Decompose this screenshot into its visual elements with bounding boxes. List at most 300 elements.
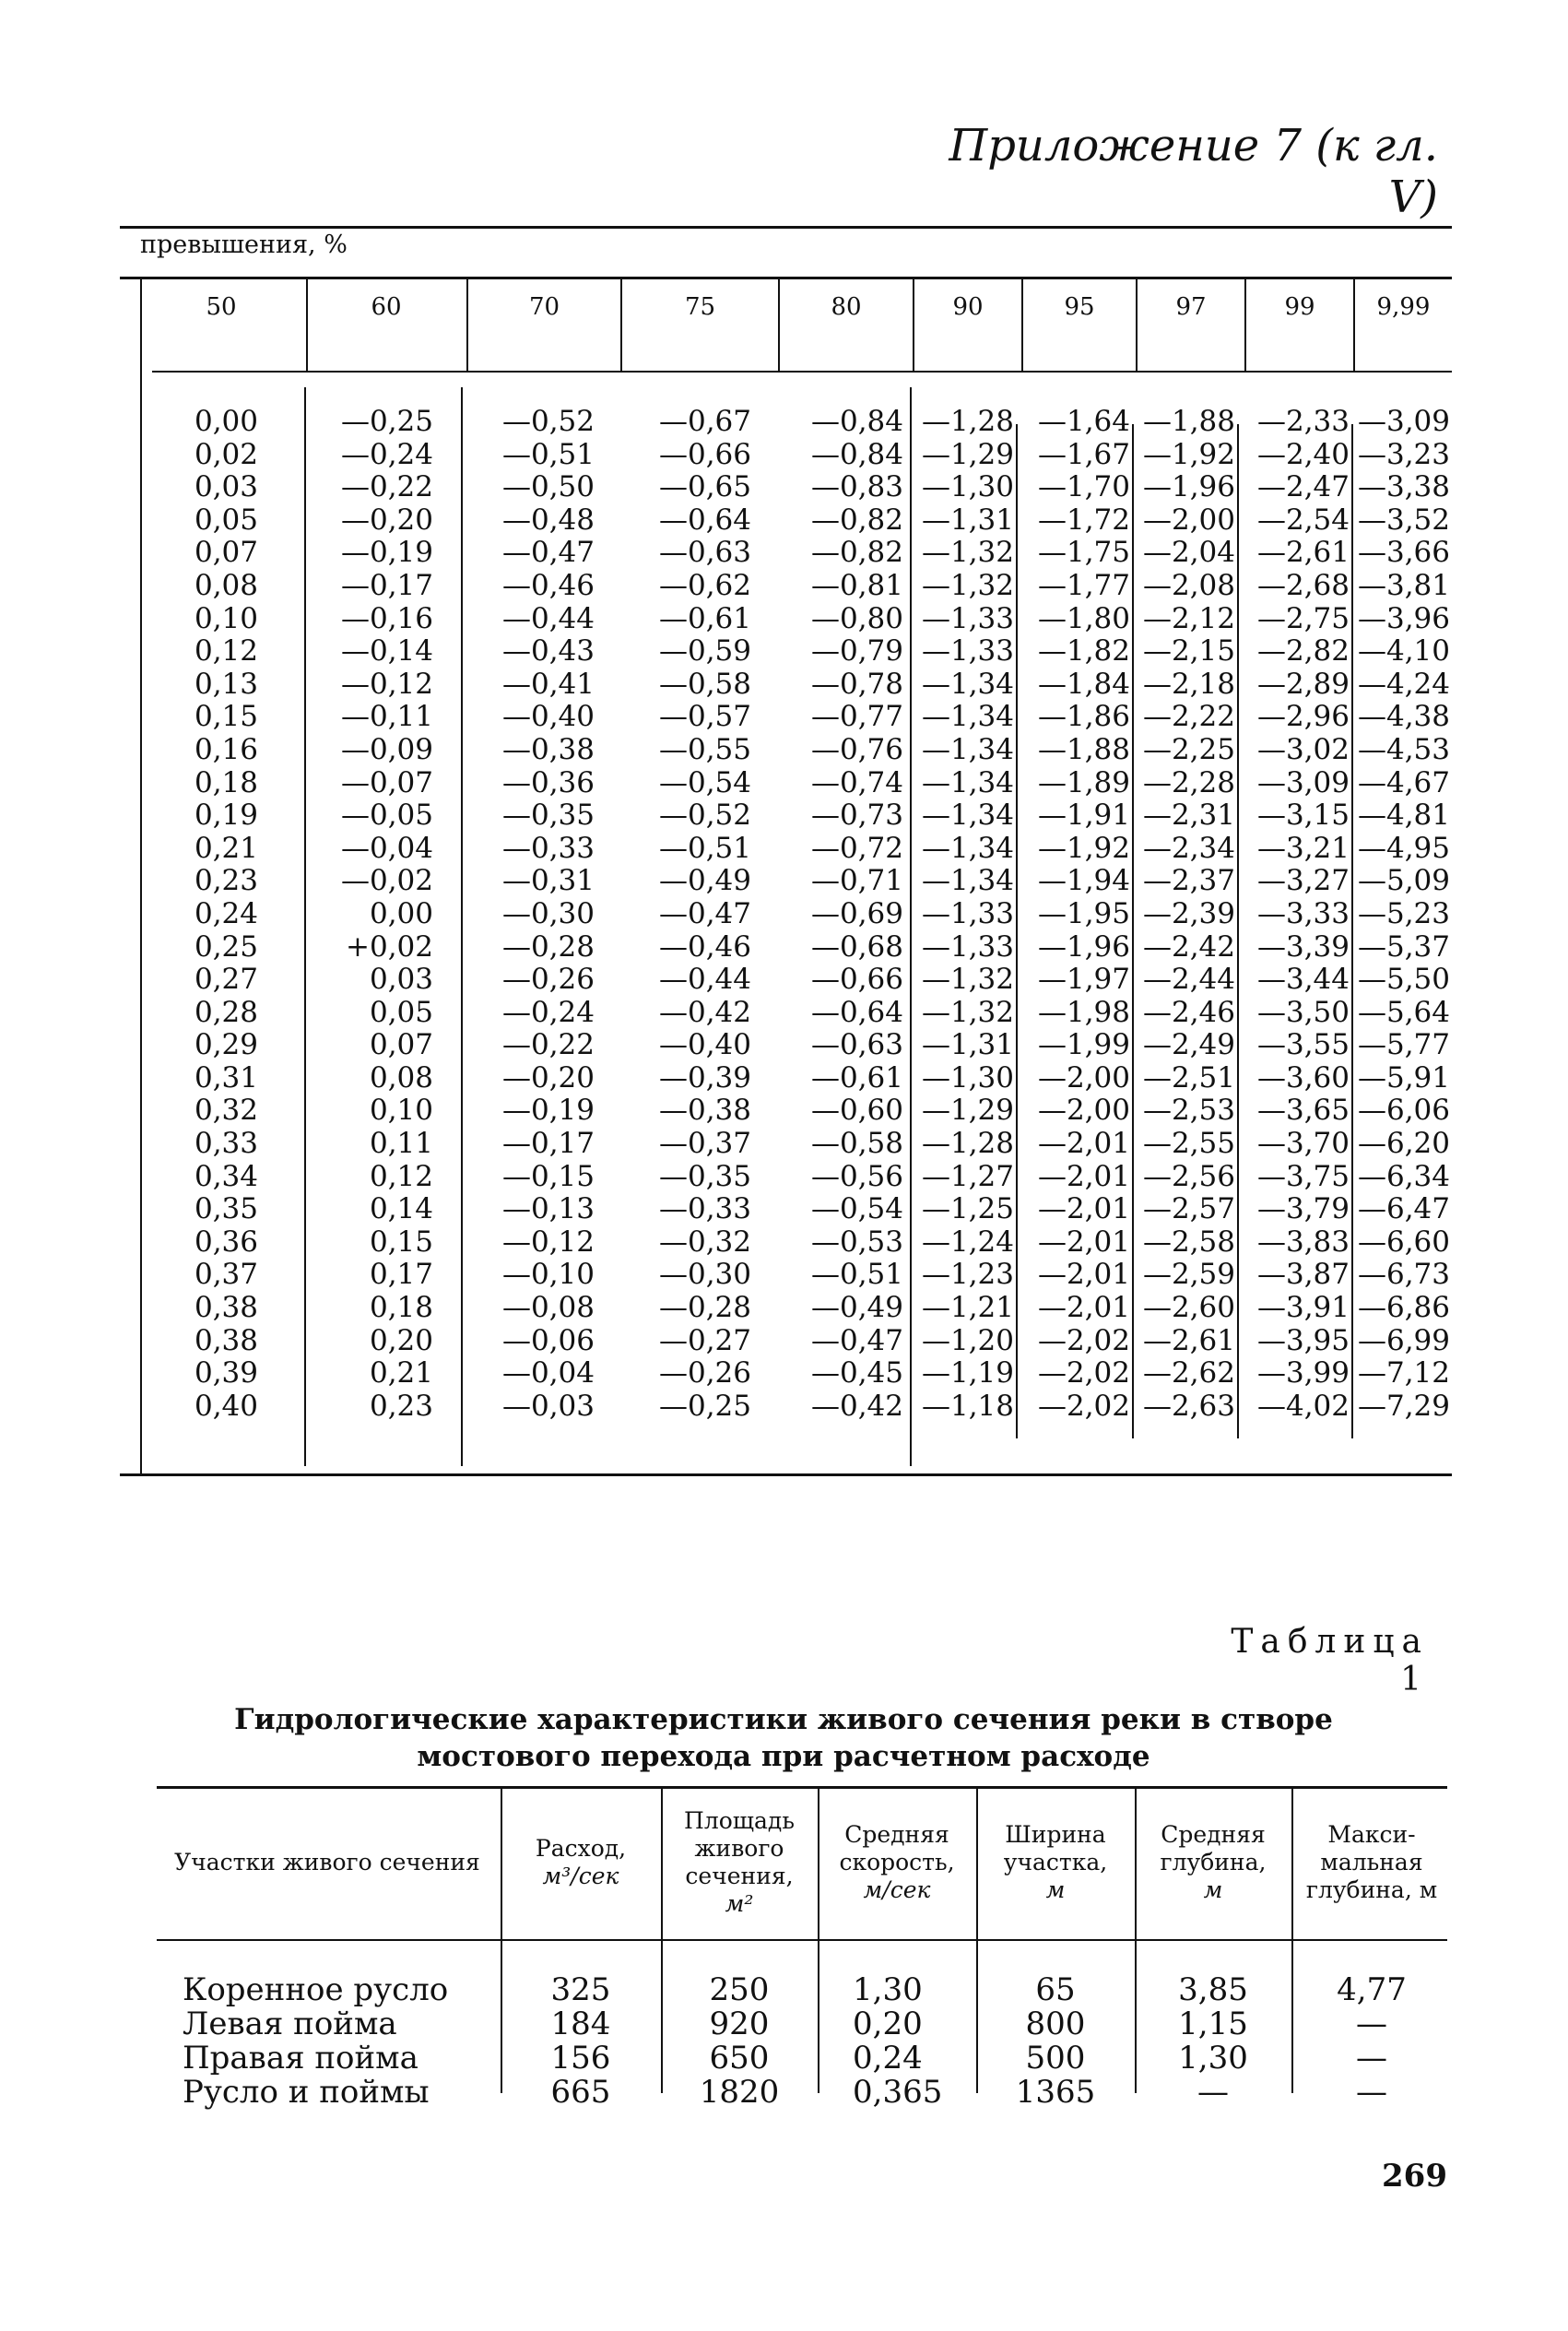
- table1-column-section: [183, 1973, 496, 2110]
- table-cell: —2,02: [1037, 1389, 1130, 1423]
- table-cell: —1,20: [921, 1323, 1014, 1357]
- header-divider: [1021, 278, 1023, 371]
- table1-cell: 650: [709, 2040, 770, 2077]
- table-cell: —2,60: [1142, 1291, 1235, 1325]
- table-cell: —7,12: [1357, 1356, 1450, 1390]
- table-cell: —0,40: [501, 700, 595, 734]
- table-cell: —0,83: [810, 470, 903, 504]
- table1-header-area: [663, 1807, 816, 1918]
- table-cell: 0,05: [369, 995, 433, 1029]
- table-cell: —7,29: [1357, 1389, 1450, 1423]
- table1-cell: 0,24: [853, 2040, 923, 2077]
- table-cell: —0,66: [810, 963, 903, 997]
- table-cell: —2,61: [1142, 1323, 1235, 1357]
- table-cell: —1,70: [1037, 470, 1130, 504]
- table-cell: —4,38: [1357, 700, 1450, 734]
- table-cell: —3,21: [1256, 831, 1350, 865]
- table-cell: 0,27: [194, 963, 258, 997]
- table-cell: —3,09: [1256, 765, 1350, 799]
- table-cell: —0,63: [658, 536, 751, 570]
- table1-header-width: [978, 1821, 1133, 1904]
- table-cell: —0,38: [501, 732, 595, 766]
- column-header: 97: [1175, 293, 1207, 321]
- table-cell: 0,20: [369, 1323, 433, 1357]
- table-cell: —0,55: [658, 732, 751, 766]
- table-cell: —1,18: [921, 1389, 1014, 1423]
- table-cell: —0,76: [810, 732, 903, 766]
- table-cell: —3,55: [1256, 1028, 1350, 1062]
- table1-cell: Коренное русло: [183, 1971, 449, 2008]
- table1-cell: 1820: [699, 2074, 780, 2111]
- table-cell: —1,92: [1037, 831, 1130, 865]
- table-cell: —6,47: [1357, 1192, 1450, 1226]
- table-cell: —3,91: [1256, 1291, 1350, 1325]
- table-cell: —0,53: [810, 1225, 903, 1259]
- table-cell: —0,27: [658, 1323, 751, 1357]
- table-cell: —0,64: [810, 995, 903, 1029]
- table-cell: —3,02: [1256, 732, 1350, 766]
- table-cell: 0,19: [194, 799, 258, 833]
- table-cell: —0,47: [501, 536, 595, 570]
- table-cell: —2,18: [1142, 667, 1235, 701]
- table-cell: —0,58: [810, 1127, 903, 1161]
- table-cell: —0,26: [501, 963, 595, 997]
- table-cell: 0,17: [369, 1258, 433, 1292]
- table-cell: —0,35: [501, 799, 595, 833]
- table-cell: —2,44: [1142, 963, 1235, 997]
- table-cell: 0,05: [194, 503, 258, 537]
- table-cell: —0,19: [340, 536, 433, 570]
- table-cell: —1,64: [1037, 405, 1130, 438]
- header-line: участка,: [1003, 1849, 1108, 1875]
- table-cell: —0,51: [658, 831, 751, 865]
- header-line: м³/сек: [542, 1863, 619, 1889]
- table-cell: —0,71: [810, 864, 903, 898]
- table-cell: 0,38: [194, 1291, 258, 1325]
- table-cell: —0,32: [658, 1225, 751, 1259]
- table-title: [230, 1701, 1337, 1775]
- table1-cell: 156: [550, 2040, 611, 2077]
- table1-cell: 1365: [1015, 2074, 1096, 2111]
- table-cell: —2,62: [1142, 1356, 1235, 1390]
- header-line: живого: [694, 1835, 784, 1862]
- table-cell: —0,52: [501, 405, 595, 438]
- table-cell: —0,49: [810, 1291, 903, 1325]
- table-cell: —1,92: [1142, 437, 1235, 471]
- table1-header-section: Участки живого сечения: [174, 1849, 480, 1875]
- header-line: м: [1203, 1876, 1223, 1903]
- table-cell: —1,82: [1037, 634, 1130, 669]
- table-cell: 0,08: [194, 568, 258, 602]
- header-divider: [1244, 278, 1246, 371]
- table-cell: —2,82: [1256, 634, 1350, 669]
- table-cell: —2,89: [1256, 667, 1350, 701]
- data-column-90: [913, 406, 1014, 1423]
- table-cell: 0,37: [194, 1258, 258, 1292]
- data-column-60: [318, 406, 433, 1423]
- table1-column-flow: [502, 1973, 659, 2110]
- table-cell: 0,08: [369, 1060, 433, 1095]
- table-cell: —1,84: [1037, 667, 1130, 701]
- table-cell: —6,34: [1357, 1159, 1450, 1193]
- table-cell: —1,34: [921, 831, 1014, 865]
- data-column-99: [1239, 406, 1350, 1423]
- header-line: Средняя: [1161, 1821, 1266, 1848]
- table-cell: —0,62: [658, 568, 751, 602]
- table-cell: —1,28: [921, 405, 1014, 438]
- table-cell: —0,39: [658, 1060, 751, 1095]
- table-cell: —3,66: [1357, 536, 1450, 570]
- table1-column-avg-depth: [1137, 1973, 1290, 2110]
- table-cell: —0,74: [810, 765, 903, 799]
- table-cell: —0,30: [658, 1258, 751, 1292]
- table-cell: 0,03: [369, 963, 433, 997]
- table-cell: 0,18: [369, 1291, 433, 1325]
- table-cell: —0,58: [658, 667, 751, 701]
- table-cell: —0,77: [810, 700, 903, 734]
- table-cell: —1,27: [921, 1159, 1014, 1193]
- table-cell: —2,61: [1256, 536, 1350, 570]
- table-cell: —0,04: [501, 1356, 595, 1390]
- table-cell: 0,18: [194, 765, 258, 799]
- column-header: 95: [1064, 293, 1095, 321]
- table-cell: —6,86: [1357, 1291, 1450, 1325]
- table-cell: —1,32: [921, 536, 1014, 570]
- column-header: 50: [206, 293, 237, 321]
- table-cell: —3,96: [1357, 601, 1450, 635]
- table-cell: —0,13: [501, 1192, 595, 1226]
- table-cell: —0,57: [658, 700, 751, 734]
- table1-cell: 4,77: [1337, 1971, 1407, 2008]
- header-line: Ширина: [1005, 1821, 1106, 1848]
- table-cell: —0,66: [658, 437, 751, 471]
- table-cell: —6,06: [1357, 1094, 1450, 1128]
- table-cell: —6,60: [1357, 1225, 1450, 1259]
- table1-cell: 184: [550, 2006, 611, 2042]
- table-cell: —1,97: [1037, 963, 1130, 997]
- table-cell: —0,20: [501, 1060, 595, 1095]
- table-label: Таблица 1: [1231, 1623, 1429, 1698]
- table-cell: —1,19: [921, 1356, 1014, 1390]
- table-cell: —0,35: [658, 1159, 751, 1193]
- table-cell: —0,47: [810, 1323, 903, 1357]
- table-cell: —0,06: [501, 1323, 595, 1357]
- table-cell: —0,17: [501, 1127, 595, 1161]
- table1-cell: —: [1356, 2074, 1387, 2111]
- table-cell: —0,38: [658, 1094, 751, 1128]
- table-cell: —4,67: [1357, 765, 1450, 799]
- table-cell: —3,70: [1256, 1127, 1350, 1161]
- table-cell: —1,34: [921, 799, 1014, 833]
- table-cell: —0,28: [658, 1291, 751, 1325]
- table1-cell: —: [1356, 2006, 1387, 2042]
- table-cell: —0,43: [501, 634, 595, 669]
- table-cell: 0,33: [194, 1127, 258, 1161]
- table-cell: 0,12: [194, 634, 258, 669]
- table-cell: —0,44: [658, 963, 751, 997]
- table-cell: —2,15: [1142, 634, 1235, 669]
- table-cell: —0,12: [340, 667, 433, 701]
- table-cell: —0,61: [658, 601, 751, 635]
- table-cell: —4,81: [1357, 799, 1450, 833]
- table-cell: —0,51: [810, 1258, 903, 1292]
- table-cell: —0,84: [810, 405, 903, 438]
- table-cell: —1,96: [1142, 470, 1235, 504]
- table-header-rule: [120, 277, 1452, 279]
- table-cell: —0,52: [658, 799, 751, 833]
- table-cell: 0,00: [194, 405, 258, 438]
- table-cell: —6,99: [1357, 1323, 1450, 1357]
- table1-cell: 1,30: [853, 1971, 923, 2008]
- table-cell: —1,30: [921, 470, 1014, 504]
- table-cell: —1,29: [921, 1094, 1014, 1128]
- table-cell: —0,26: [658, 1356, 751, 1390]
- table1-header-velocity: [819, 1821, 974, 1904]
- table-cell: —1,23: [921, 1258, 1014, 1292]
- table-cell: —0,22: [501, 1028, 595, 1062]
- table-cell: 0,14: [369, 1192, 433, 1226]
- data-column-70: [470, 406, 595, 1423]
- table-cell: —2,58: [1142, 1225, 1235, 1259]
- table-cell: —1,99: [1037, 1028, 1130, 1062]
- table-cell: —2,25: [1142, 732, 1235, 766]
- table-cell: —0,30: [501, 896, 595, 930]
- table-title-line: Гидрологические характеристики живого сечения реки в створе: [234, 1703, 1333, 1736]
- table-cell: —1,33: [921, 601, 1014, 635]
- table1-cell: 250: [709, 1971, 770, 2008]
- table-cell: —1,88: [1142, 405, 1235, 438]
- table-cell: —2,63: [1142, 1389, 1235, 1423]
- table-cell: —0,33: [658, 1192, 751, 1226]
- table-cell: —0,20: [340, 503, 433, 537]
- table-cell: —1,34: [921, 732, 1014, 766]
- table-cell: —1,33: [921, 929, 1014, 964]
- table-cell: —6,20: [1357, 1127, 1450, 1161]
- table-cell: 0,24: [194, 896, 258, 930]
- header-divider: [620, 278, 622, 371]
- table-cell: —0,37: [658, 1127, 751, 1161]
- table-cell: —1,96: [1037, 929, 1130, 964]
- table-cell: —0,81: [810, 568, 903, 602]
- table-cell: 0,23: [194, 864, 258, 898]
- table-cell: —3,23: [1357, 437, 1450, 471]
- table1-cell: 800: [1025, 2006, 1086, 2042]
- table-cell: 0,21: [369, 1356, 433, 1390]
- table-cell: —0,33: [501, 831, 595, 865]
- table-cell: —0,24: [340, 437, 433, 471]
- table1-cell: 0,365: [853, 2074, 943, 2111]
- table-cell: —1,72: [1037, 503, 1130, 537]
- table-title-line: мостового перехода при расчетном расходе: [417, 1740, 1150, 1773]
- table-bottom-rule: [120, 1473, 1452, 1476]
- table-cell: +0,02: [346, 929, 433, 964]
- table-cell: —1,32: [921, 963, 1014, 997]
- table-cell: 0,36: [194, 1225, 258, 1259]
- table-cell: —5,91: [1357, 1060, 1450, 1095]
- table1-column-velocity: [853, 1973, 973, 2110]
- table-cell: —2,40: [1256, 437, 1350, 471]
- table1-column-area: [663, 1973, 816, 2110]
- table-cell: —2,53: [1142, 1094, 1235, 1128]
- table-cell: —1,80: [1037, 601, 1130, 635]
- header-line: м/сек: [863, 1876, 931, 1903]
- header-divider: [913, 278, 914, 371]
- table-cell: —0,04: [340, 831, 433, 865]
- table-cell: —0,73: [810, 799, 903, 833]
- table-cell: —2,04: [1142, 536, 1235, 570]
- table-cell: —3,87: [1256, 1258, 1350, 1292]
- table-cell: —3,83: [1256, 1225, 1350, 1259]
- data-column-50: [166, 406, 258, 1423]
- data-column-9-99: [1353, 406, 1450, 1423]
- table1-cell: 665: [550, 2074, 611, 2111]
- table-cell: —0,54: [658, 765, 751, 799]
- table-cell: —1,33: [921, 634, 1014, 669]
- table-cell: —3,38: [1357, 470, 1450, 504]
- table-cell: —2,01: [1037, 1258, 1130, 1292]
- header-divider: [1136, 278, 1138, 371]
- table1-cell: 3,85: [1178, 1971, 1248, 2008]
- table-cell: —0,59: [658, 634, 751, 669]
- table-cell: —0,63: [810, 1028, 903, 1062]
- table1-header-avg-depth: [1137, 1821, 1290, 1904]
- table-cell: —0,47: [658, 896, 751, 930]
- table-cell: —2,42: [1142, 929, 1235, 964]
- table-cell: 0,13: [194, 667, 258, 701]
- table-cell: —1,24: [921, 1225, 1014, 1259]
- table-cell: —1,33: [921, 896, 1014, 930]
- table-cell: —0,60: [810, 1094, 903, 1128]
- table-cell: —2,47: [1256, 470, 1350, 504]
- body-divider: [304, 387, 306, 1466]
- table-cell: —5,77: [1357, 1028, 1450, 1062]
- table-cell: —0,28: [501, 929, 595, 964]
- table-cell: —1,88: [1037, 732, 1130, 766]
- table-cell: —2,51: [1142, 1060, 1235, 1095]
- header-divider: [1353, 278, 1355, 371]
- table-cell: —0,82: [810, 503, 903, 537]
- table-cell: —2,39: [1142, 896, 1235, 930]
- table-cell: —1,98: [1037, 995, 1130, 1029]
- header-divider: [466, 278, 468, 371]
- table-cell: —0,36: [501, 765, 595, 799]
- table-cell: —0,69: [810, 896, 903, 930]
- table-cell: 0,34: [194, 1159, 258, 1193]
- table-cell: —0,22: [340, 470, 433, 504]
- table-cell: —4,53: [1357, 732, 1450, 766]
- table-cell: —0,45: [810, 1356, 903, 1390]
- column-header: 90: [952, 293, 984, 321]
- table1-cell: Правая пойма: [183, 2040, 419, 2077]
- page-number: 269: [1382, 2158, 1447, 2195]
- table-cell: —3,52: [1357, 503, 1450, 537]
- table-cell: —1,86: [1037, 700, 1130, 734]
- table-cell: —0,65: [658, 470, 751, 504]
- header-line: Средняя: [844, 1821, 949, 1848]
- table1-cell: 0,20: [853, 2006, 923, 2042]
- table-cell: —0,11: [340, 700, 433, 734]
- table-cell: 0,23: [369, 1389, 433, 1423]
- table-cell: —0,09: [340, 732, 433, 766]
- table-cell: —2,02: [1037, 1323, 1130, 1357]
- table-cell: —0,42: [810, 1389, 903, 1423]
- exceedance-caption: превышения, %: [140, 231, 348, 259]
- table-cell: —3,99: [1256, 1356, 1350, 1390]
- table-cell: 0,10: [194, 601, 258, 635]
- table-cell: —2,31: [1142, 799, 1235, 833]
- data-column-80: [779, 406, 903, 1423]
- appendix-title: Приложение 7 (к гл. V): [949, 120, 1438, 223]
- table-cell: —0,41: [501, 667, 595, 701]
- column-header: 99: [1284, 293, 1315, 321]
- table-cell: —3,33: [1256, 896, 1350, 930]
- table-cell: —0,78: [810, 667, 903, 701]
- table-cell: —0,16: [340, 601, 433, 635]
- table-cell: —5,37: [1357, 929, 1450, 964]
- table-cell: —1,77: [1037, 568, 1130, 602]
- table-cell: —2,00: [1037, 1060, 1130, 1095]
- table-cell: —2,08: [1142, 568, 1235, 602]
- table-cell: —1,95: [1037, 896, 1130, 930]
- table-cell: 0,03: [194, 470, 258, 504]
- table-cell: —0,51: [501, 437, 595, 471]
- table-cell: 0,16: [194, 732, 258, 766]
- table-cell: —0,64: [658, 503, 751, 537]
- table-cell: 0,15: [369, 1225, 433, 1259]
- table-cell: —2,59: [1142, 1258, 1235, 1292]
- header-line: глубина, м: [1305, 1876, 1438, 1903]
- table-cell: 0,07: [194, 536, 258, 570]
- table-cell: —0,25: [340, 405, 433, 438]
- table-cell: 0,35: [194, 1192, 258, 1226]
- table1-header-rule: [157, 1939, 1447, 1941]
- table-cell: —0,07: [340, 765, 433, 799]
- table-cell: —0,46: [501, 568, 595, 602]
- table-cell: 0,28: [194, 995, 258, 1029]
- table-cell: —0,15: [501, 1159, 595, 1193]
- table1-header-flow: [502, 1835, 659, 1890]
- table-cell: —1,34: [921, 864, 1014, 898]
- table-cell: —4,24: [1357, 667, 1450, 701]
- table-cell: —0,19: [501, 1094, 595, 1128]
- table-cell: —1,75: [1037, 536, 1130, 570]
- table1-cell: 500: [1025, 2040, 1086, 2077]
- table-cell: —0,84: [810, 437, 903, 471]
- table-cell: —3,95: [1256, 1323, 1350, 1357]
- table-cell: —2,34: [1142, 831, 1235, 865]
- table-cell: —3,44: [1256, 963, 1350, 997]
- table-cell: —1,31: [921, 1028, 1014, 1062]
- table1-cell: Русло и поймы: [183, 2074, 430, 2111]
- table-header-bottom-rule: [152, 371, 1452, 373]
- table-cell: —0,80: [810, 601, 903, 635]
- table-cell: —0,44: [501, 601, 595, 635]
- table-cell: —0,68: [810, 929, 903, 964]
- table-cell: —1,94: [1037, 864, 1130, 898]
- table-cell: —3,27: [1256, 864, 1350, 898]
- table-cell: —2,37: [1142, 864, 1235, 898]
- table-cell: —1,34: [921, 765, 1014, 799]
- table-cell: —0,17: [340, 568, 433, 602]
- table-cell: —0,48: [501, 503, 595, 537]
- header-divider: [778, 278, 780, 371]
- table-cell: —2,68: [1256, 568, 1350, 602]
- table-cell: —2,00: [1037, 1094, 1130, 1128]
- table-cell: —0,14: [340, 634, 433, 669]
- table-cell: —6,73: [1357, 1258, 1450, 1292]
- table-cell: —1,34: [921, 667, 1014, 701]
- table-cell: —2,01: [1037, 1192, 1130, 1226]
